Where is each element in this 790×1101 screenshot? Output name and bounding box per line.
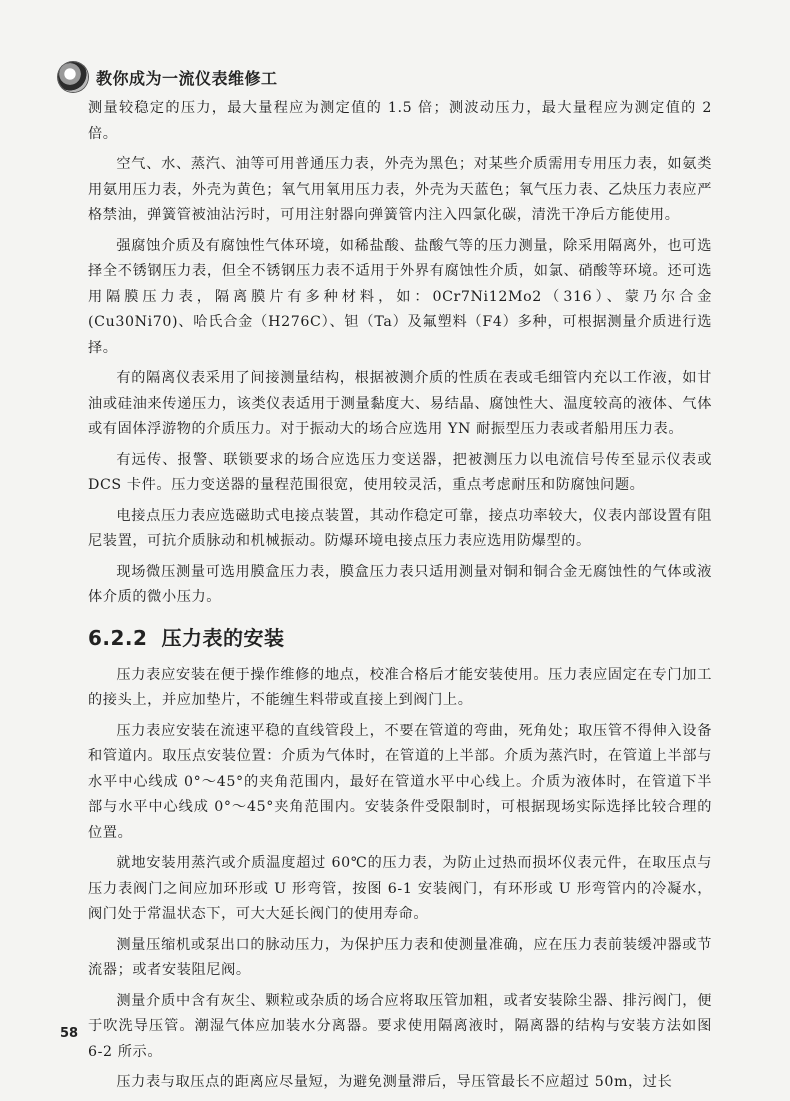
paragraph: 强腐蚀介质及有腐蚀性气体环境，如稀盐酸、盐酸气等的压力测量，除采用隔离外，也可选择全不锈钢压力表，但全不锈钢压力表不适用于外界有腐蚀性介质，如氯、硝酸等环境。还可选用隔膜压力表，隔离膜片有多种材料，如：0Cr7Ni12Mo2（316）、蒙乃尔合金(Cu30Ni70)、哈氏合金（H276C）、钽（Ta）及氟塑料（F4）多种，可根据测量介质进行选择。	[88, 237, 712, 356]
paragraph: 现场微压测量可选用膜盒压力表，膜盒压力表只适用测量对铜和铜合金无腐蚀性的气体或液体介质的微小压力。	[88, 563, 712, 605]
book-title: 教你成为一流仪表维修工	[96, 68, 278, 88]
paragraph: 空气、水、蒸汽、油等可用普通压力表，外壳为黑色；对某些介质需用专用压力表，如氨类用氨用压力表，外壳为黄色；氧气用氧用压力表，外壳为天蓝色；氧气压力表、乙炔压力表应严格禁油，弹簧管被油沾污时，可用注射器向弹簧管内注入四氯化碳，清洗干净后方能使用。	[88, 156, 712, 223]
paragraph: 测量较稳定的压力，最大量程应为测定值的 1.5 倍；测波动压力，最大量程应为测定值的 2 倍。	[88, 100, 712, 142]
paragraph: 压力表应安装在流速平稳的直线管段上，不要在管道的弯曲，死角处；取压管不得伸入设备和管道内。取压点安装位置：介质为气体时，在管道的上半部。介质为蒸汽时，在管道上半部与水平中心线成 0°～45°的夹角范围内，最好在管道水平中心线上。介质为液体时，在管道下半部与水平中心线成 0°～45°夹角范围内。安装条件受限制时，可根据现场实际选择比较合理的位置。	[88, 722, 712, 841]
paragraph: 测量压缩机或泵出口的脉动压力，为保护压力表和使测量准确，应在压力表前装缓冲器或节流器；或者安装阻尼阀。	[88, 936, 712, 978]
running-header	[58, 62, 278, 92]
paragraph: 压力表与取压点的距离应尽量短，为避免测量滞后，导压管最长不应超过 50m，过长	[116, 1074, 673, 1090]
paragraph: 就地安装用蒸汽或介质温度超过 60℃的压力表，为防止过热而损坏仪表元件，在取压点与压力表阀门之间应加环形或 U 形弯管，按图 6-1 安装阀门，有环形或 U 形弯管内的冷凝水，阀门处于常温状态下，可大大延长阀门的使用寿命。	[88, 855, 712, 922]
paragraph: 有远传、报警、联锁要求的场合应选压力变送器，把被测压力以电流信号传至显示仪表或 DCS 卡件。压力变送器的量程范围很宽，使用较灵活，重点考虑耐压和防腐蚀问题。	[88, 451, 712, 493]
paragraph: 测量介质中含有灰尘、颗粒或杂质的场合应将取压管加粗，或者安装除尘器、排污阀门，便于吹洗导压管。潮湿气体应加装水分离器。要求使用隔离液时，隔离器的结构与安装方法如图 6-2 所示。	[88, 992, 712, 1060]
section-heading	[88, 622, 712, 651]
paragraph: 有的隔离仪表采用了间接测量结构，根据被测介质的性质在表或毛细管内充以工作液，如甘油或硅油来传递压力，该类仪表适用于测量黏度大、易结晶、腐蚀性大、温度较高的液体、气体或有固体浮游物的介质压力。对于振动大的场合应选用 YN 耐振型压力表或者船用压力表。	[88, 370, 712, 437]
paragraph: 电接点压力表应选磁助式电接点装置，其动作稳定可靠，接点功率较大，仪表内部设置有阻尼装置，可抗介质脉动和机械振动。防爆环境电接点压力表应选用防爆型的。	[88, 507, 712, 549]
paragraph: 压力表应安装在便于操作维修的地点，校准合格后才能安装使用。压力表应固定在专门加工的接头上，并应加垫片，不能缠生料带或直接上到阀门上。	[88, 666, 712, 708]
section-title: 压力表的安装	[161, 625, 285, 650]
book-logo-icon	[58, 62, 88, 92]
page-body	[88, 96, 712, 1101]
page-number: 58	[60, 1026, 79, 1041]
section-number: 6.2.2	[88, 625, 148, 650]
